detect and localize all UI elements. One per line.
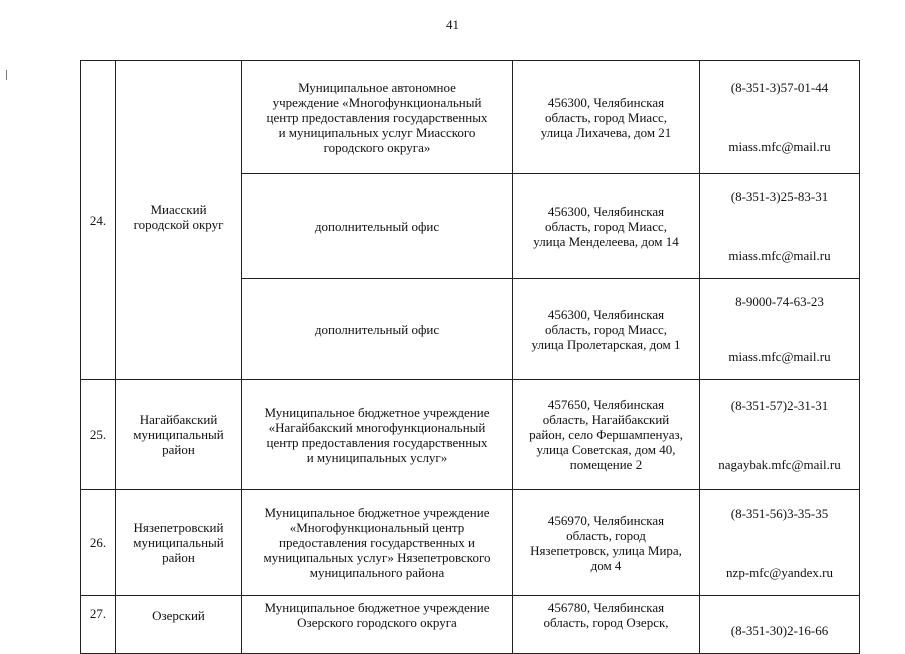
contacts (700, 61, 860, 174)
page-number: 41 (446, 17, 459, 32)
email: nzp-mfc@yandex.ru (726, 564, 833, 580)
mfc-directory-table (80, 60, 860, 654)
email: miass.mfc@mail.ru (728, 349, 831, 364)
row-number: 24. (81, 61, 116, 380)
email: nagaybak.mfc@mail.ru (718, 456, 841, 472)
institution-name: дополнительный офис (242, 279, 513, 380)
address: 456780, Челябинская область, город Озерск, (513, 596, 700, 654)
institution-name: Муниципальное бюджетное учреждение «Многофункциональный центр предоставления государственных и муниципальных услуг» Нязепетровского муниципального района (242, 490, 513, 596)
address: 456300, Челябинская область, город Миасс, улица Пролетарская, дом 1 (513, 279, 700, 380)
phone: (8-351-57)2-31-31 (730, 397, 829, 413)
district-name: Озерский (116, 596, 242, 654)
institution-name: дополнительный офис (242, 174, 513, 279)
table-row (81, 490, 860, 596)
phone: (8-351-56)3-35-35 (730, 505, 829, 521)
institution-name: Муниципальное автономное учреждение «Многофункциональный центр предоставления государственных и муниципальных услуг Миасского городского округа» (242, 61, 513, 174)
table-row (81, 596, 860, 654)
institution-name: Муниципальное бюджетное учреждение «Нагайбакский многофункциональный центр предоставления государственных и муниципальных услуг» (242, 380, 513, 490)
contacts (700, 490, 860, 596)
contacts (700, 596, 860, 654)
address: 456300, Челябинская область, город Миасс, улица Лихачева, дом 21 (513, 61, 700, 174)
table-row (81, 61, 860, 174)
row-number: 27. (81, 596, 116, 654)
email: miass.mfc@mail.ru (728, 248, 831, 263)
margin-mark (6, 70, 7, 80)
institution-name: Муниципальное бюджетное учреждение Озерского городского округа (242, 596, 513, 654)
phone: (8-351-3)25-83-31 (730, 189, 829, 204)
email: miass.mfc@mail.ru (728, 139, 831, 154)
row-number: 26. (81, 490, 116, 596)
contacts (700, 174, 860, 279)
phone: (8-351-30)2-16-66 (730, 623, 829, 638)
row-number: 25. (81, 380, 116, 490)
address: 456300, Челябинская область, город Миасс, улица Менделеева, дом 14 (513, 174, 700, 279)
phone: 8-9000-74-63-23 (735, 294, 824, 309)
address: 456970, Челябинская область, город Нязепетровск, улица Мира, дом 4 (513, 490, 700, 596)
district-name: Нагайбакский муниципальный район (116, 380, 242, 490)
district-name: Нязепетровский муниципальный район (116, 490, 242, 596)
table-row (81, 380, 860, 490)
district-name-text: Миасский городской округ (133, 202, 224, 232)
address: 457650, Челябинская область, Нагайбакский район, село Фершампенуаз, улица Советская, дом 40, помещение 2 (513, 380, 700, 490)
phone: (8-351-3)57-01-44 (730, 80, 829, 95)
contacts (700, 279, 860, 380)
district-name (116, 61, 242, 380)
contacts (700, 380, 860, 490)
